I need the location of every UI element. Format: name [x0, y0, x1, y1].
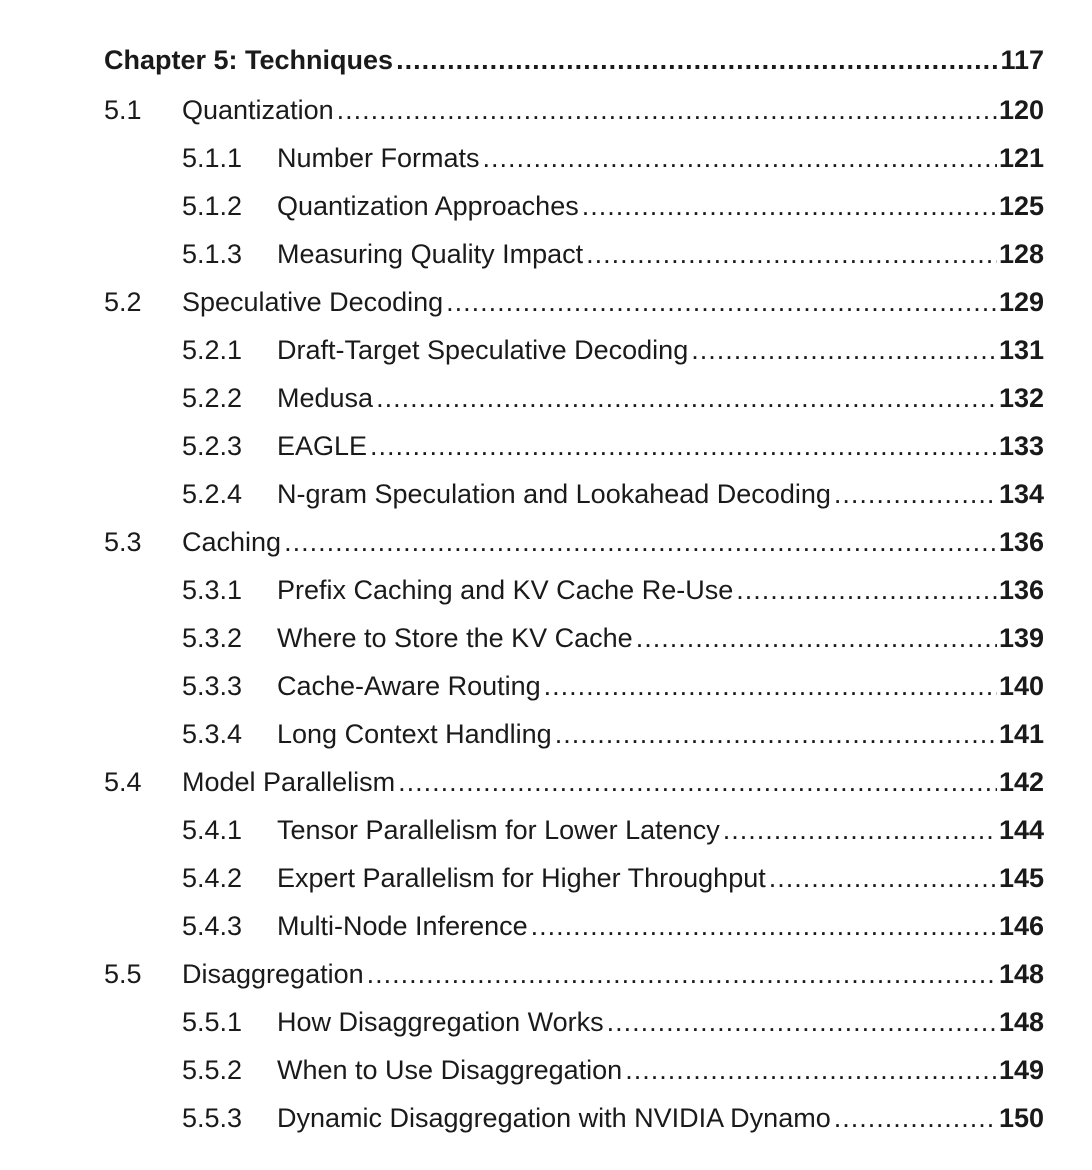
toc-subsection-entry[interactable]	[104, 806, 1044, 854]
subsection-title: Prefix Caching and KV Cache Re-Use	[277, 575, 734, 605]
toc-subsection-entry[interactable]	[104, 470, 1044, 518]
dot-leader	[607, 998, 997, 1046]
dot-leader	[398, 758, 997, 806]
section-title: Speculative Decoding	[182, 287, 444, 317]
dot-leader	[544, 662, 997, 710]
table-of-contents	[104, 34, 1044, 1142]
dot-leader	[396, 34, 998, 86]
section-title: Quantization	[182, 95, 334, 125]
toc-section-entry[interactable]	[104, 86, 1044, 134]
subsection-title: How Disaggregation Works	[277, 1007, 604, 1037]
toc-subsection-entry[interactable]	[104, 902, 1044, 950]
page-number: 136	[998, 527, 1044, 557]
section-title: Caching	[182, 527, 282, 557]
page-number: 141	[998, 719, 1044, 749]
dot-leader	[376, 374, 997, 422]
toc-section-entry[interactable]	[104, 758, 1044, 806]
subsection-number: 5.3.3	[182, 671, 243, 701]
subsection-number: 5.2.1	[182, 335, 243, 365]
page-number: 140	[998, 671, 1044, 701]
toc-subsection-entry[interactable]	[104, 1094, 1044, 1142]
page-number: 125	[998, 191, 1044, 221]
toc-subsection-entry[interactable]	[104, 662, 1044, 710]
subsection-title: Long Context Handling	[277, 719, 552, 749]
subsection-number: 5.1.2	[182, 191, 243, 221]
page-number: 134	[998, 479, 1044, 509]
toc-subsection-entry[interactable]	[104, 374, 1044, 422]
page-number: 121	[998, 143, 1044, 173]
toc-subsection-entry[interactable]	[104, 1046, 1044, 1094]
subsection-number: 5.5.1	[182, 1007, 243, 1037]
toc-subsection-entry[interactable]	[104, 422, 1044, 470]
page-number: 150	[998, 1103, 1044, 1133]
subsection-title: Expert Parallelism for Higher Throughput	[277, 863, 766, 893]
toc-subsection-entry[interactable]	[104, 182, 1044, 230]
subsection-title: Tensor Parallelism for Lower Latency	[277, 815, 720, 845]
subsection-number: 5.3.4	[182, 719, 243, 749]
page-number: 142	[998, 767, 1044, 797]
page-number: 146	[998, 911, 1044, 941]
dot-leader	[586, 230, 997, 278]
subsection-title: N-gram Speculation and Lookahead Decoding	[277, 479, 831, 509]
toc-section-entry[interactable]	[104, 518, 1044, 566]
subsection-number: 5.3.2	[182, 623, 243, 653]
subsection-title: Cache-Aware Routing	[277, 671, 541, 701]
dot-leader	[834, 470, 997, 518]
chapter-page-number: 117	[1000, 45, 1044, 75]
subsection-number: 5.5.3	[182, 1103, 243, 1133]
subsection-number: 5.5.2	[182, 1055, 243, 1085]
dot-leader	[483, 134, 997, 182]
toc-section-entry[interactable]	[104, 278, 1044, 326]
toc-subsection-entry[interactable]	[104, 710, 1044, 758]
dot-leader	[284, 518, 997, 566]
page-number: 145	[998, 863, 1044, 893]
dot-leader	[582, 182, 997, 230]
subsection-number: 5.4.2	[182, 863, 243, 893]
subsection-title: Where to Store the KV Cache	[277, 623, 633, 653]
toc-subsection-entry[interactable]	[104, 566, 1044, 614]
subsection-title: When to Use Disaggregation	[277, 1055, 623, 1085]
page-number: 136	[998, 575, 1044, 605]
toc-section-entry[interactable]	[104, 950, 1044, 998]
subsection-number: 5.3.1	[182, 575, 243, 605]
dot-leader	[636, 614, 997, 662]
page-number: 131	[998, 335, 1044, 365]
toc-subsection-entry[interactable]	[104, 614, 1044, 662]
section-number: 5.3	[104, 527, 142, 557]
subsection-number: 5.1.1	[182, 143, 243, 173]
page-number: 120	[998, 95, 1044, 125]
dot-leader	[446, 278, 997, 326]
page-number: 139	[998, 623, 1044, 653]
subsection-title: Dynamic Disaggregation with NVIDIA Dynamo	[277, 1103, 831, 1133]
page-number: 133	[998, 431, 1044, 461]
toc-subsection-entry[interactable]	[104, 134, 1044, 182]
toc-subsection-entry[interactable]	[104, 854, 1044, 902]
toc-chapter-heading[interactable]	[104, 34, 1044, 86]
toc-subsection-entry[interactable]	[104, 230, 1044, 278]
section-number: 5.2	[104, 287, 142, 317]
dot-leader	[736, 566, 997, 614]
subsection-title: Multi-Node Inference	[277, 911, 528, 941]
toc-subsection-entry[interactable]	[104, 326, 1044, 374]
dot-leader	[625, 1046, 997, 1094]
section-title: Model Parallelism	[182, 767, 396, 797]
subsection-title: Draft-Target Speculative Decoding	[277, 335, 689, 365]
subsection-title: Quantization Approaches	[277, 191, 579, 221]
page-number: 132	[998, 383, 1044, 413]
dot-leader	[367, 950, 997, 998]
section-number: 5.1	[104, 95, 142, 125]
page-number: 148	[998, 1007, 1044, 1037]
dot-leader	[691, 326, 997, 374]
page-number: 144	[998, 815, 1044, 845]
dot-leader	[555, 710, 997, 758]
subsection-title: EAGLE	[277, 431, 368, 461]
dot-leader	[769, 854, 997, 902]
subsection-number: 5.2.2	[182, 383, 243, 413]
subsection-number: 5.2.3	[182, 431, 243, 461]
subsection-number: 5.2.4	[182, 479, 243, 509]
subsection-number: 5.1.3	[182, 239, 243, 269]
page-number: 149	[998, 1055, 1044, 1085]
page-number: 128	[998, 239, 1044, 269]
page-number: 148	[998, 959, 1044, 989]
section-title: Disaggregation	[182, 959, 364, 989]
subsection-title: Number Formats	[277, 143, 480, 173]
dot-leader	[834, 1094, 997, 1142]
dot-leader	[337, 86, 997, 134]
toc-subsection-entry[interactable]	[104, 998, 1044, 1046]
dot-leader	[723, 806, 997, 854]
dot-leader	[370, 422, 997, 470]
dot-leader	[531, 902, 997, 950]
subsection-number: 5.4.3	[182, 911, 243, 941]
subsection-number: 5.4.1	[182, 815, 243, 845]
section-number: 5.4	[104, 767, 142, 797]
section-number: 5.5	[104, 959, 142, 989]
chapter-title: Chapter 5: Techniques	[104, 45, 394, 75]
subsection-title: Measuring Quality Impact	[277, 239, 584, 269]
page-number: 129	[998, 287, 1044, 317]
subsection-title: Medusa	[277, 383, 374, 413]
